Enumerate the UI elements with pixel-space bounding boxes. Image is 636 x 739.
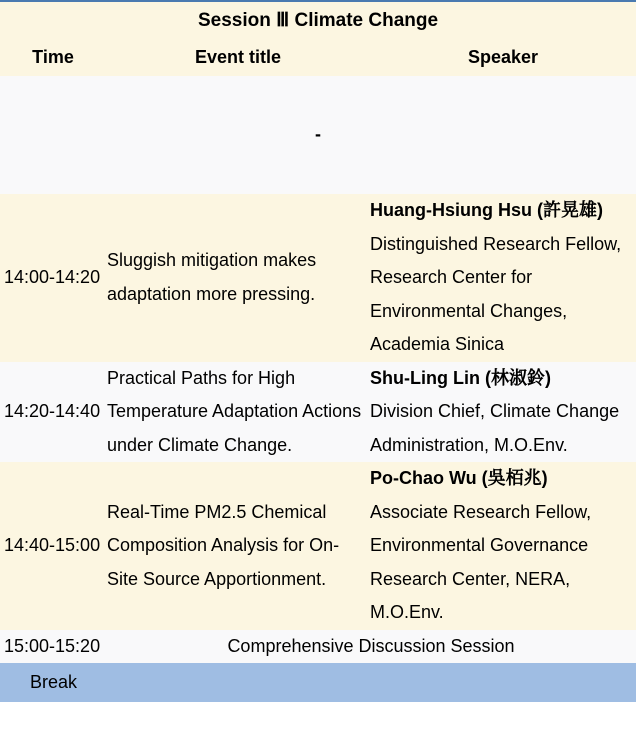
speaker-affiliation-line: Distinguished Research Fellow, (370, 233, 622, 254)
speaker-affiliation-line: Environmental Changes, (370, 300, 568, 321)
event-line: Practical Paths for High (107, 367, 296, 388)
table-row (0, 194, 636, 362)
event-line: Site Source Apportionment. (107, 568, 327, 589)
speaker-cell (370, 362, 636, 463)
speaker-name: Shu-Ling Lin (林淑鈴) (370, 367, 551, 388)
speaker-affiliation-line: M.O.Env. (370, 602, 444, 622)
discussion-title: Comprehensive Discussion Session (227, 635, 515, 656)
speaker-header: Speaker (467, 47, 539, 68)
session-agenda-table (0, 2, 636, 702)
session-title-row (0, 2, 636, 40)
speaker-cell (370, 194, 636, 362)
speaker-name: Huang-Hsiung Hsu (許晃雄) (370, 200, 603, 220)
event-header: Event title (194, 47, 282, 68)
speaker-affiliation-line: Research Center for (370, 267, 533, 287)
speaker-affiliation-line: Administration, M.O.Env. (370, 434, 568, 455)
break-label: Break (30, 671, 78, 692)
event-cell (106, 362, 370, 463)
speaker-affiliation-line: Academia Sinica (370, 334, 505, 354)
table-row (0, 462, 636, 630)
time-cell: 14:40-15:00 (4, 535, 101, 555)
session-title: Session Ⅲ Climate Change (197, 10, 439, 32)
time-cell: 14:20-14:40 (4, 401, 101, 421)
event-line: under Climate Change. (107, 434, 293, 455)
speaker-name: Po-Chao Wu (吳栢兆) (370, 468, 548, 488)
event-cell (106, 462, 370, 630)
table-row (0, 362, 636, 463)
event-cell (106, 194, 370, 362)
event-line: Real-Time PM2.5 Chemical (107, 501, 327, 522)
speaker-affiliation-line: Associate Research Fellow, (370, 501, 592, 522)
event-line: Temperature Adaptation Actions (107, 401, 362, 421)
time-header: Time (32, 47, 74, 68)
discussion-time: 15:00-15:20 (4, 635, 101, 656)
header-row (0, 40, 636, 76)
break-row (0, 663, 636, 702)
speaker-affiliation-line: Environmental Governance (370, 535, 589, 555)
discussion-row (0, 630, 636, 664)
event-line: Sluggish mitigation makes (107, 250, 317, 271)
event-line: adaptation more pressing. (107, 283, 316, 304)
speaker-affiliation-line: Research Center, NERA, (370, 568, 571, 589)
event-line: Composition Analysis for On- (107, 535, 340, 555)
placeholder-dash: - (315, 124, 321, 145)
time-cell: 14:00-14:20 (4, 267, 101, 287)
speaker-cell (370, 462, 636, 630)
speaker-affiliation-line: Division Chief, Climate Change (370, 401, 620, 421)
placeholder-row (0, 76, 636, 194)
